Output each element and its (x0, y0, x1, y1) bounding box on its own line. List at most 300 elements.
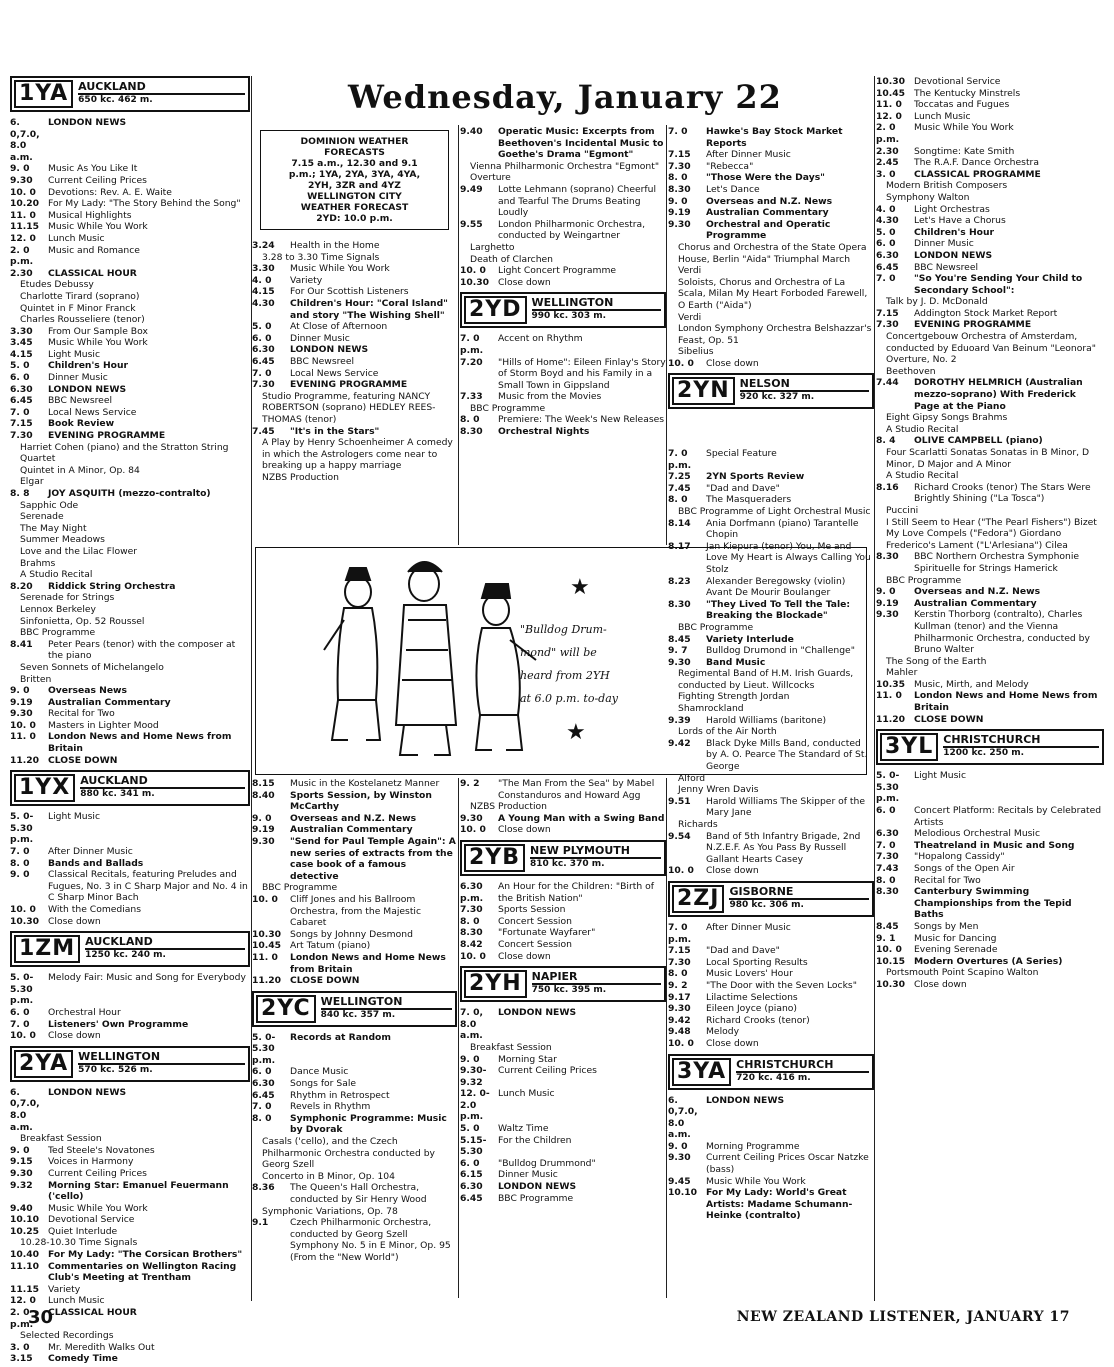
station-header-2yh (460, 966, 666, 1002)
programme-title: Love and the Lilac Flower (20, 545, 138, 557)
programme-time: 8.30 (876, 551, 899, 563)
programme-time: 12. 0-2.0 p.m. (460, 1088, 490, 1123)
programme-time: 7.15 (10, 418, 33, 430)
programme-item (876, 157, 1104, 169)
programme-title: After Dinner Music (706, 149, 791, 161)
programme-time: 6. 0 (876, 805, 896, 817)
programme-time: 9.30 (668, 218, 691, 230)
cartoon-caption (520, 618, 630, 710)
station-header-2ya (10, 1046, 250, 1082)
programme-title: Light Music (48, 811, 100, 823)
programme-time: 7. 0 (876, 273, 896, 285)
programme-item (10, 198, 250, 210)
programme-title: Casals ('cello), and the Czech Philharmonic Orchestra conducted by Georg Szell (262, 1136, 435, 1171)
programme-item (10, 1019, 250, 1031)
programme-title: Alexander Beregowsky (violin) Avant De Mourir Boulanger (706, 575, 846, 599)
programme-item (876, 690, 1104, 713)
programme-title: Orchestral Nights (498, 426, 590, 438)
programme-list-3ya (668, 1095, 874, 1223)
programme-item (10, 1156, 250, 1168)
programme-time: 4. 0 (252, 274, 272, 286)
programme-title: Symphonic Variations, Op. 78 (262, 1205, 398, 1217)
programme-title: Australian Commentary (706, 207, 829, 219)
programme-time: 7. 0 (10, 1018, 30, 1030)
programme-list-2yb (460, 881, 666, 962)
programme-item (252, 790, 457, 813)
programme-list-1yx (10, 811, 250, 927)
programme-title: Voices in Harmony (48, 1156, 134, 1168)
programme-title: "Dad and Dave" (706, 945, 780, 957)
programme-time: 7. 0 (876, 839, 896, 851)
column-3-lower (460, 778, 666, 1204)
programme-item (252, 1113, 457, 1136)
programme-time: 6. 0,7.0, 8.0 a.m. (10, 1086, 40, 1133)
programme-item (10, 326, 250, 338)
programme-item (252, 1101, 457, 1113)
programme-title: Music, Mirth, and Melody (914, 678, 1029, 690)
programme-time: 9.30 (668, 1003, 691, 1015)
programme-item (876, 933, 1104, 945)
programme-time: 10.30 (460, 276, 490, 288)
programme-time: 10.30 (876, 978, 906, 990)
programme-title: Accent on Rhythm (498, 333, 583, 345)
programme-time: 9.54 (668, 830, 691, 842)
programme-title: Masters in Lighter Mood (48, 719, 159, 731)
programme-item (876, 921, 1104, 933)
programme-time: 9.51 (668, 795, 691, 807)
programme-title: Concert Platform: Recitals by Celebrated Artists (914, 805, 1102, 828)
programme-item (668, 992, 874, 1004)
programme-title: Music While You Work (48, 221, 148, 233)
programme-time: 7. 0 (252, 367, 272, 379)
programme-time: 8.36 (252, 1182, 275, 1194)
programme-time: 3.30 (10, 325, 33, 337)
programme-item (460, 904, 666, 916)
programme-time: 12. 0 (10, 232, 36, 244)
programme-title: Jenny Wren Davis (678, 784, 759, 796)
programme-title: Light Music (914, 770, 966, 782)
programme-time: 10.40 (10, 1249, 40, 1261)
programme-time: 5. 0-5.30 p.m. (252, 1031, 276, 1066)
programme-item (252, 1032, 457, 1067)
station-city: WELLINGTON (78, 1050, 245, 1065)
programme-item (10, 569, 250, 581)
programme-time: 9.30 (668, 656, 691, 668)
programme-title: Concert Session (498, 915, 572, 927)
programme-title: Devotional Service (48, 1214, 135, 1226)
programme-title: I Still Seem to Hear ("The Pearl Fishers") Bizet (886, 516, 1097, 528)
programme-list-3yl (876, 770, 1104, 990)
programme-item (876, 412, 1104, 424)
programme-title: Music While You Work (706, 1175, 806, 1187)
programme-item (460, 126, 666, 161)
programme-title: Songs by Men (914, 920, 979, 932)
programme-title: Harriet Cohen (piano) and the Stratton String Quartet (20, 441, 229, 465)
programme-item (10, 372, 250, 384)
station-city: CHRISTCHURCH (736, 1058, 869, 1073)
programme-time: 9. 0 (668, 195, 688, 207)
programme-title: Ania Dorfmann (piano) Tarantelle Chopin (706, 517, 859, 541)
programme-time (876, 540, 886, 552)
programme-time (10, 511, 20, 523)
programme-item (668, 358, 874, 370)
programme-title: Current Ceiling Prices (48, 174, 147, 186)
programme-item (876, 656, 1104, 668)
programme-title: BBC Newsreel (290, 355, 355, 367)
programme-item (876, 551, 1104, 574)
programme-title: Light Orchestras (914, 203, 990, 215)
programme-title: Melodious Orchestral Music (914, 828, 1041, 840)
programme-title: BBC Northern Orchestra Symphonie Spirituelle for Strings Hamerick (914, 551, 1080, 574)
programme-time: 11. 0 (10, 209, 36, 221)
programme-title: Studio Programme, featuring NANCY ROBERTSON (soprano) HEDLEY REES-THOMAS (tenor) (262, 390, 436, 425)
programme-time: 10. 0 (668, 865, 694, 877)
programme-title: From Our Sample Box (48, 325, 148, 337)
programme-title: Recital for Two (48, 708, 115, 720)
programme-item (876, 875, 1104, 887)
programme-item (10, 546, 250, 558)
programme-time: 3.45 (10, 337, 33, 349)
station-call-sign: 2YA (14, 1050, 73, 1078)
programme-title: Richard Crooks (tenor) The Stars Were Brightly Shining ("La Tosca") (914, 481, 1091, 505)
programme-time: 5. 0-5.30 p.m. (876, 770, 900, 805)
programme-title: Overseas and N.Z. News (914, 586, 1041, 598)
programme-time (668, 277, 678, 312)
station-call-sign: 3YL (880, 733, 938, 761)
programme-time: 6. 0,7.0, 8.0 a.m. (668, 1094, 698, 1141)
programme-item (252, 882, 457, 894)
programme-item (10, 916, 250, 928)
programme-time (252, 882, 262, 894)
programme-item (876, 598, 1104, 610)
programme-title: Light Music (48, 348, 100, 360)
programme-title: Australian Commentary (48, 696, 171, 708)
programme-title: Music and Romance (48, 244, 140, 256)
programme-time (668, 784, 678, 796)
programme-item (10, 303, 250, 315)
programme-title: BBC Newsreel (914, 261, 979, 273)
weather-line: DOMINION WEATHER (300, 136, 409, 147)
programme-item (10, 558, 250, 570)
programme-list-3ya-continued (876, 76, 1104, 725)
programme-item (10, 1203, 250, 1215)
programme-item (876, 714, 1104, 726)
programme-time (10, 465, 20, 477)
programme-time: 11.15 (10, 221, 40, 233)
programme-title: Music Lovers' Hour (706, 968, 793, 980)
programme-item (876, 667, 1104, 679)
programme-time: 11. 0 (876, 690, 902, 702)
programme-time: 7.44 (876, 377, 899, 389)
programme-time: 5. 0-5.30 p.m. (10, 811, 34, 846)
programme-item (460, 242, 666, 254)
programme-title: Close down (914, 978, 967, 990)
programme-time: 6.30 (252, 1078, 275, 1090)
programme-item (252, 975, 457, 987)
programme-title: Bulldog Drumond in "Challenge" (706, 645, 855, 657)
programme-time: 10. 0 (668, 357, 694, 369)
station-frequency: 990 kc. 303 m. (531, 311, 607, 322)
programme-item (876, 366, 1104, 378)
programme-title: EVENING PROGRAMME (290, 379, 408, 391)
programme-item (10, 465, 250, 477)
programme-item (10, 488, 250, 500)
programme-title: Band Music (706, 656, 766, 668)
programme-time (876, 412, 886, 424)
programme-title: Summer Meadows (20, 534, 105, 546)
programme-title: BBC Programme of Light Orchestral Music (678, 505, 871, 517)
programme-title: Shamrockland (678, 703, 744, 715)
programme-item (668, 1015, 874, 1027)
programme-time (876, 967, 886, 979)
programme-time: 7. 0 p.m. (668, 921, 692, 945)
programme-item (876, 447, 1104, 470)
programme-title: Songs of the Open Air (914, 863, 1015, 874)
programme-title: Concertgebouw Orchestra of Amsterdam, conducted by Eduoard Van Beinum "Leonora" Overture, No. 2 (886, 331, 1096, 366)
programme-item (876, 863, 1104, 875)
programme-title: Quiet Interlude (48, 1225, 118, 1237)
station-header-1yx (10, 770, 250, 806)
programme-item (10, 430, 250, 442)
programme-time: 6. 0 (460, 1157, 480, 1169)
programme-time: 10.10 (10, 1214, 40, 1226)
programme-title: Close down (498, 824, 551, 836)
programme-item (460, 254, 666, 266)
programme-title: Local News Service (290, 367, 379, 379)
programme-item (252, 1136, 457, 1171)
programme-item (460, 813, 666, 825)
programme-time: 8. 0 (668, 494, 688, 506)
programme-time: 9. 2 (668, 979, 688, 991)
programme-time: 8. 0 (668, 172, 688, 184)
weather-line: WELLINGTON CITY (307, 191, 402, 202)
programme-time: 9. 0 (10, 685, 30, 697)
programme-time: 2.30 (10, 267, 33, 279)
programme-title: Close down (706, 1037, 759, 1049)
programme-time (10, 569, 20, 581)
programme-title: "Hopalong Cassidy" (914, 851, 1005, 863)
column-2 (252, 124, 457, 483)
programme-item (252, 1206, 457, 1218)
programme-item (460, 391, 666, 403)
programme-time: 8.30 (460, 927, 483, 939)
programme-item (460, 939, 666, 951)
programme-item (876, 169, 1104, 181)
programme-time (876, 296, 886, 308)
programme-time: 8.23 (668, 575, 691, 587)
programme-title: Lotte Lehmann (soprano) Cheerful and Tearful The Drums Beating Loudly (498, 183, 657, 219)
programme-item (252, 836, 457, 882)
programme-title: Black Dyke Mills Band, conducted by A. O. Pearce The Standard of St. George (706, 737, 868, 773)
programme-time: 9.17 (668, 991, 691, 1003)
programme-item (10, 904, 250, 916)
programme-time (876, 447, 886, 470)
programme-time: 7.15 (876, 307, 899, 319)
programme-item (10, 1249, 250, 1261)
programme-item (668, 945, 874, 957)
programme-time: 6. 0 (10, 372, 30, 384)
programme-time (876, 470, 886, 482)
programme-list-2ya-evening (252, 778, 457, 987)
programme-title: LONDON NEWS (706, 1094, 785, 1106)
programme-time (10, 303, 20, 315)
weather-line: WEATHER FORECAST (300, 202, 409, 213)
programme-time: 9.1 (252, 1217, 269, 1229)
caption-line: heard from 2YH (520, 669, 610, 682)
programme-title: Variety (48, 1283, 81, 1295)
programme-time: 9.42 (668, 737, 691, 749)
programme-time: 10. 0 (10, 186, 36, 198)
programme-time: 10.45 (252, 940, 282, 952)
programme-time: 9.49 (460, 183, 483, 195)
programme-title: Morning Programme (706, 1140, 800, 1152)
station-header-1zm (10, 931, 250, 967)
programme-item (460, 824, 666, 836)
programme-item (460, 161, 666, 184)
programme-title: Dinner Music (48, 372, 108, 384)
column-4 (668, 126, 874, 414)
programme-time (668, 346, 678, 358)
programme-title: EVENING PROGRAMME (48, 430, 166, 442)
programme-title: Comedy Time (48, 1353, 118, 1365)
programme-item (10, 395, 250, 407)
programme-item (876, 586, 1104, 598)
programme-title: Richard Crooks (tenor) (706, 1014, 810, 1026)
column-3 (460, 126, 666, 438)
programme-item (668, 1026, 874, 1038)
programme-time: 12. 0 (10, 1295, 36, 1307)
programme-item (460, 916, 666, 928)
programme-item (10, 314, 250, 326)
magazine-footer: NEW ZEALAND LISTENER, JANUARY 17 (736, 1309, 1070, 1325)
programme-title: Close down (498, 950, 551, 962)
programme-time (10, 534, 20, 546)
programme-item (668, 149, 874, 161)
weather-forecast-box (260, 130, 449, 230)
programme-item (10, 581, 250, 593)
programme-title: Music While You Work (290, 263, 390, 275)
programme-time: 7.30 (876, 851, 899, 863)
programme-title: The Queen's Hall Orchestra, conducted by Sir Henry Wood (290, 1182, 427, 1205)
programme-item (668, 277, 874, 312)
column-5 (876, 76, 1104, 991)
programme-time: 7. 0, 8.0 a.m. (460, 1007, 483, 1042)
programme-item (668, 1176, 874, 1188)
programme-title: London Philharmonic Orchestra, conducted by Weingartner (498, 218, 646, 242)
programme-title: Canterbury Swimming Championships from the Tepid Baths (914, 886, 1072, 921)
station-call-sign: 3YA (672, 1058, 731, 1086)
weather-line: 7.15 a.m., 12.30 and 9.1 (291, 158, 418, 169)
programme-title: A Young Man with a Swing Band (498, 812, 665, 824)
programme-list-2yd (460, 333, 666, 437)
programme-item (876, 575, 1104, 587)
programme-item (668, 494, 874, 506)
programme-title: A Studio Recital (20, 569, 93, 581)
station-city: CHRISTCHURCH (943, 733, 1099, 748)
programme-title: Alford (678, 772, 706, 784)
programme-title: CLASSICAL PROGRAMME (914, 168, 1041, 180)
programme-time: 6. 0 (252, 332, 272, 344)
programme-time: 9. 0 (876, 586, 896, 598)
programme-title: Quintet in A Minor, Op. 84 (20, 464, 140, 476)
programme-title: The May Night (20, 522, 87, 534)
programme-time: 7.45 (668, 482, 691, 494)
station-header-2yn (668, 373, 874, 409)
programme-item (10, 674, 250, 686)
programme-item (668, 784, 874, 796)
programme-time: 11.20 (10, 754, 40, 766)
programme-item (668, 312, 874, 324)
programme-title: 2YN Sports Review (706, 471, 805, 483)
programme-title: Soloists, Chorus and Orchestra of La Scala, Milan My Heart Forboded Farewell, O Earth ("Aida") (678, 276, 868, 311)
programme-item (10, 1261, 250, 1284)
programme-time (10, 442, 20, 465)
programme-title: Sibelius (678, 346, 714, 358)
programme-title: Frederico's Lament ("L'Arlesiana") Cilea (886, 539, 1068, 551)
programme-time (10, 279, 20, 291)
programme-item (10, 418, 250, 430)
programme-time (10, 616, 20, 628)
programme-item (668, 323, 874, 346)
programme-item (10, 1180, 250, 1203)
programme-title: Dinner Music (290, 332, 350, 344)
programme-title: An Hour for the Children: "Birth of the British Nation" (498, 880, 654, 904)
column-rule (666, 125, 667, 545)
programme-item (876, 377, 1104, 412)
programme-item (876, 609, 1104, 655)
programme-time: 7. 0 (668, 126, 688, 137)
programme-title: Chorus and Orchestra of the State Opera House, Berlin "Aida" Triumphal March (678, 241, 867, 265)
programme-title: Art Tatum (piano) (290, 940, 371, 952)
programme-title: For the Children (498, 1134, 572, 1146)
programme-item (252, 952, 457, 975)
programme-item (668, 1141, 874, 1153)
programme-time (460, 1042, 470, 1054)
programme-time: 9. 2 (460, 778, 480, 789)
programme-title: LONDON NEWS (290, 344, 369, 356)
programme-item (668, 1003, 874, 1015)
station-frequency: 750 kc. 395 m. (531, 985, 607, 996)
programme-time: 6.30 (252, 344, 275, 356)
programme-item (876, 88, 1104, 100)
column-1 (10, 72, 250, 1365)
programme-item (460, 1123, 666, 1135)
caption-line: "Bulldog Drum- (520, 623, 607, 636)
programme-item (252, 252, 457, 264)
programme-item (10, 604, 250, 616)
programme-time (876, 331, 886, 366)
programme-time: 10. 0 (460, 265, 486, 277)
programme-item (876, 319, 1104, 331)
programme-time: 6.45 (252, 355, 275, 367)
programme-item (876, 770, 1104, 805)
programme-item (460, 951, 666, 963)
programme-time: 6. 0 (876, 238, 896, 250)
programme-item (10, 1030, 250, 1042)
programme-time: 11.20 (252, 975, 282, 987)
programme-time: 7. 0 p.m. (460, 333, 484, 356)
programme-item (10, 1168, 250, 1180)
programme-time: 5.15-5.30 (460, 1134, 487, 1158)
programme-item (460, 357, 666, 392)
programme-time (460, 254, 470, 266)
programme-time: 9.19 (10, 696, 33, 708)
programme-item (668, 448, 874, 471)
programme-time: 6.45 (876, 261, 899, 273)
programme-item (10, 662, 250, 674)
programme-time (10, 291, 20, 303)
programme-item (876, 250, 1104, 262)
